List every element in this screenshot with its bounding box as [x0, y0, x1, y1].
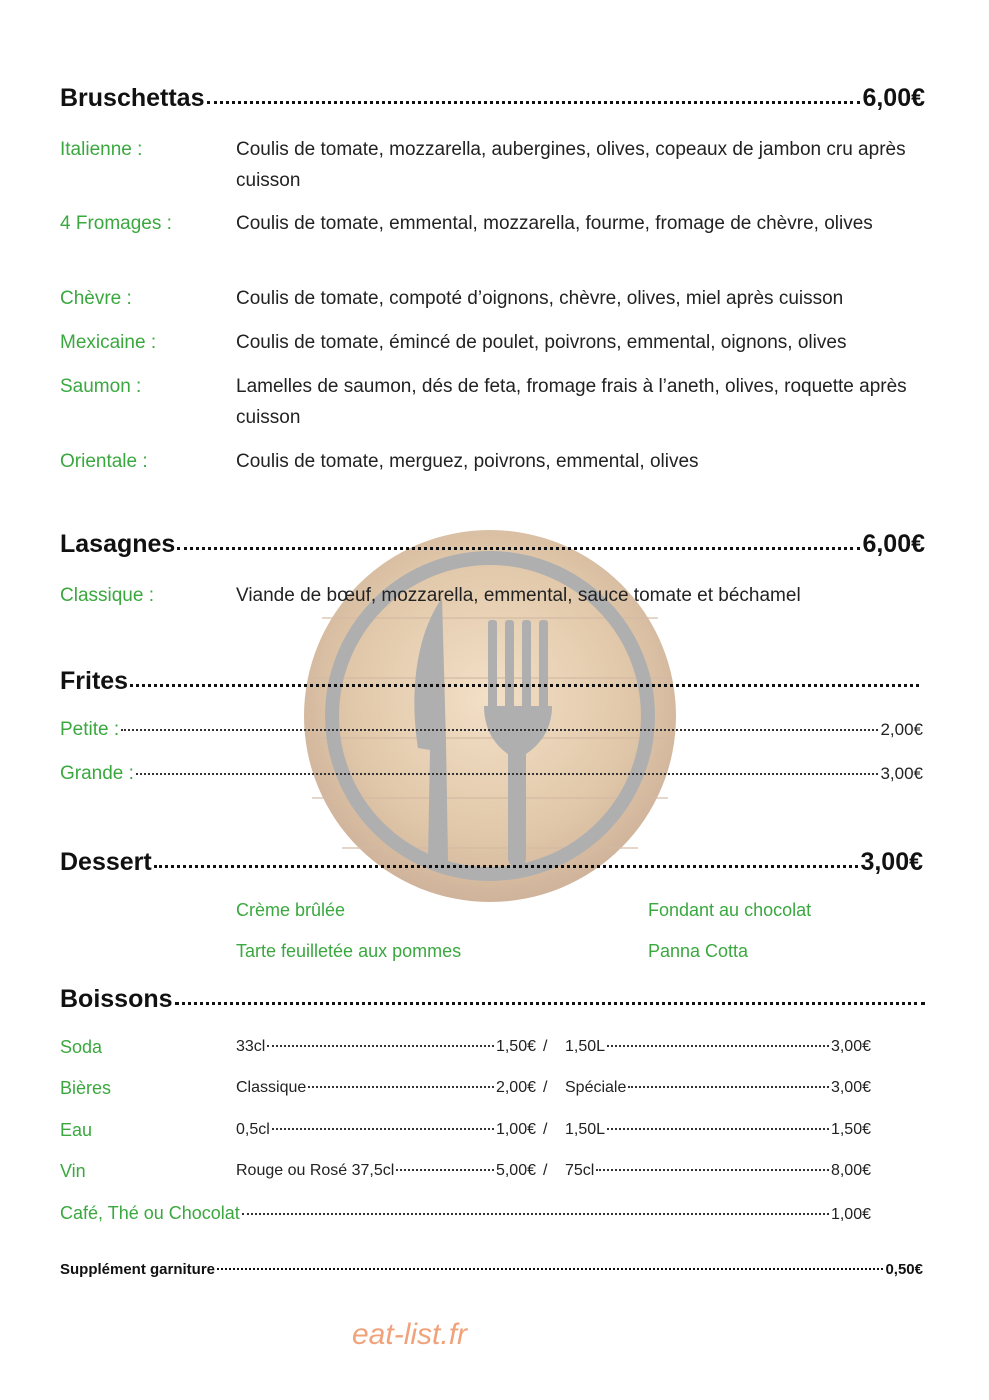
option-price: 2,00€	[495, 1079, 536, 1096]
supplement-row	[60, 1261, 923, 1278]
section-price: 3,00€	[860, 848, 923, 876]
item-description: Coulis de tomate, émincé de poulet, poivrons, emmental, oignons, olives	[236, 332, 847, 353]
drink-label-vin: Vin	[60, 1161, 86, 1181]
item-description: Coulis de tomate, mozzarella, aubergines, olives, copeaux de jambon cru après cuisson	[236, 139, 906, 191]
dessert-item: Tarte feuilletée aux pommes	[236, 941, 462, 961]
section-title-dessert	[60, 848, 923, 877]
frites-petite	[60, 719, 923, 741]
option-price: 1,00€	[495, 1121, 536, 1138]
section-name: Lasagnes	[60, 530, 176, 558]
dessert-item: Fondant au chocolat	[648, 900, 812, 920]
drink-price: 1,00€	[830, 1206, 871, 1223]
section-title-lasagnes	[60, 530, 925, 559]
dot-leader	[596, 1169, 829, 1171]
dot-leader	[177, 547, 860, 550]
section-name: Boissons	[60, 985, 173, 1013]
option-name: 75cl	[565, 1162, 595, 1179]
option-price: 1,50€	[830, 1121, 871, 1138]
drink-label-soda: Soda	[60, 1037, 103, 1057]
option-price: 5,00€	[495, 1162, 536, 1179]
section-price: 6,00€	[862, 84, 925, 112]
dot-leader	[607, 1045, 829, 1047]
dot-leader	[121, 729, 878, 731]
supplement-label: Supplément garniture	[60, 1261, 216, 1278]
section-title-boissons	[60, 985, 927, 1014]
separator: /	[543, 1162, 548, 1179]
item-description: Coulis de tomate, compoté d’oignons, chèvre, olives, miel après cuisson	[236, 288, 844, 309]
dot-leader	[217, 1268, 883, 1270]
item-label: Mexicaine :	[60, 332, 157, 353]
dessert-item: Crème brûlée	[236, 900, 346, 920]
drink-option-b	[565, 1121, 871, 1139]
item-description: Coulis de tomate, emmental, mozzarella, fourme, fromage de chèvre, olives	[236, 213, 873, 234]
option-name: Rouge ou Rosé 37,5cl	[236, 1162, 395, 1179]
item-price: 3,00€	[880, 764, 923, 783]
section-title-frites	[60, 667, 921, 696]
item-label: Grande :	[60, 763, 134, 784]
dot-leader	[154, 865, 859, 868]
dot-leader	[267, 1045, 494, 1047]
option-name: Spéciale	[565, 1079, 627, 1096]
option-price: 1,50€	[495, 1038, 536, 1055]
drink-option-b	[565, 1079, 871, 1097]
drink-option-a	[236, 1038, 536, 1056]
footer-brand: eat-list.fr	[352, 1318, 468, 1351]
item-label: Chèvre :	[60, 288, 132, 309]
drink-option-b	[565, 1038, 871, 1056]
option-name: 1,50L	[565, 1038, 606, 1055]
section-price: 6,00€	[862, 530, 925, 558]
dessert-item: Panna Cotta	[648, 941, 749, 961]
option-price: 3,00€	[830, 1038, 871, 1055]
option-name: 1,50L	[565, 1121, 606, 1138]
option-name: 0,5cl	[236, 1121, 270, 1138]
drink-label-eau: Eau	[60, 1120, 93, 1140]
dot-leader	[308, 1086, 494, 1088]
drink-option-a	[236, 1121, 536, 1139]
dot-leader	[136, 773, 879, 775]
item-label: Saumon :	[60, 376, 142, 397]
section-name: Frites	[60, 667, 129, 695]
separator: /	[543, 1038, 548, 1055]
section-name: Bruschettas	[60, 84, 205, 112]
option-price: 8,00€	[830, 1162, 871, 1179]
item-price: 2,00€	[880, 720, 923, 739]
dot-leader	[396, 1169, 494, 1171]
frites-grande	[60, 763, 923, 785]
item-description: Viande de bœuf, mozzarella, emmental, sauce tomate et béchamel	[236, 585, 801, 606]
drink-label: Café, Thé ou Chocolat	[60, 1203, 240, 1223]
item-label: Petite :	[60, 719, 120, 740]
option-name: 33cl	[236, 1038, 266, 1055]
item-description: Coulis de tomate, merguez, poivrons, emmental, olives	[236, 451, 699, 472]
drink-option-b	[565, 1162, 871, 1180]
drink-option-a	[236, 1079, 536, 1097]
dot-leader	[607, 1128, 829, 1130]
dot-leader	[272, 1128, 494, 1130]
item-description: Lamelles de saumon, dés de feta, fromage frais à l’aneth, olives, roquette après cuisson	[236, 376, 907, 428]
item-label: 4 Fromages :	[60, 213, 172, 234]
section-title-bruschettas	[60, 84, 925, 113]
option-name: Classique	[236, 1079, 307, 1096]
drink-label-bieres: Bières	[60, 1078, 112, 1098]
item-label: Orientale :	[60, 451, 148, 472]
option-price: 3,00€	[830, 1079, 871, 1096]
dot-leader	[207, 101, 861, 104]
dot-leader	[175, 1002, 925, 1005]
drink-hot	[60, 1203, 871, 1224]
drink-option-a	[236, 1162, 536, 1180]
item-label: Classique :	[60, 585, 154, 606]
item-label: Italienne :	[60, 139, 143, 160]
separator: /	[543, 1079, 548, 1096]
section-name: Dessert	[60, 848, 152, 876]
supplement-price: 0,50€	[885, 1261, 923, 1278]
dot-leader	[242, 1213, 829, 1215]
dot-leader	[628, 1086, 829, 1088]
separator: /	[543, 1121, 548, 1138]
dot-leader	[130, 684, 919, 687]
